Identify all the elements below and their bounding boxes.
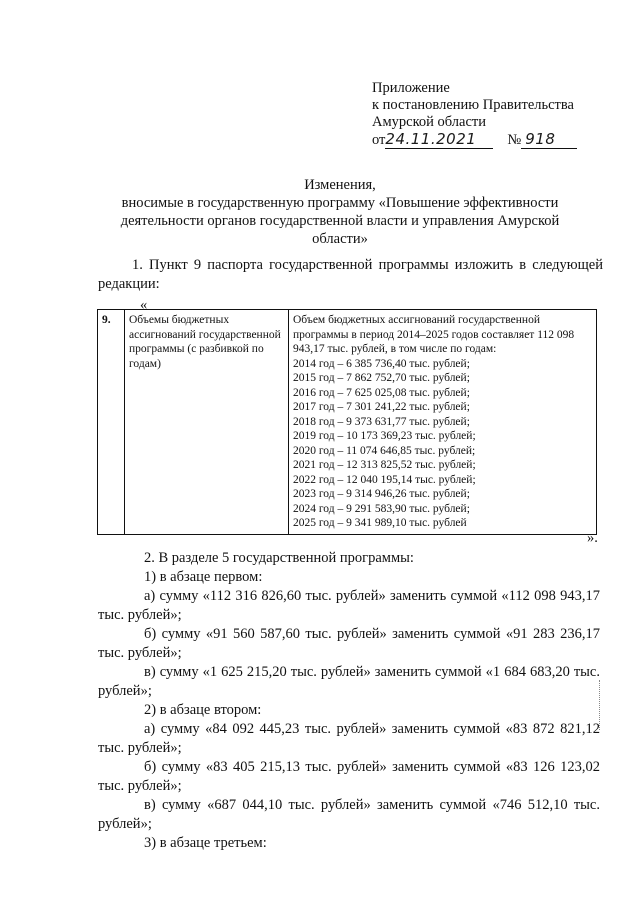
paragraph-1 <box>98 256 603 294</box>
passport-table <box>97 309 597 535</box>
quote-close: ». <box>587 530 598 546</box>
amendment-2a-line-2: тыс. рублей»; <box>98 740 182 756</box>
amendment-a-line-2: тыс. рублей»; <box>98 607 182 623</box>
title-line-2: вносимые в государственную программу «Повышение эффективности <box>121 195 559 211</box>
budget-year-2024: 2024 год – 9 291 583,90 тыс. рублей; <box>293 502 470 515</box>
number-sign: № <box>507 132 522 148</box>
appendix-resolution: к постановлению Правительства <box>372 97 574 113</box>
paragraph-second-heading: 2) в абзаце втором: <box>144 702 262 718</box>
amendment-c-line-1: в) сумму «1 625 215,20 тыс. рублей» заменить суммой «1 684 683,20 тыс. <box>144 664 600 680</box>
appendix-title: Приложение <box>372 80 450 96</box>
document-title <box>90 176 590 248</box>
budget-year-2021: 2021 год – 12 313 825,52 тыс. рублей; <box>293 459 476 471</box>
title-line-1: Изменения, <box>304 177 376 193</box>
title-line-3: деятельности органов государственной власти и управления Амурской <box>120 213 560 229</box>
budget-year-2020: 2020 год – 11 074 646,85 тыс. рублей; <box>293 444 476 457</box>
amendment-a-line-1: а) сумму «112 316 826,60 тыс. рублей» заменить суммой «112 098 943,17 <box>144 588 600 604</box>
amendment-2b-line-1: б) сумму «83 405 215,13 тыс. рублей» заменить суммой «83 126 123,02 <box>144 759 600 775</box>
amendment-2c-line-2: рублей»; <box>98 816 152 832</box>
from-prefix: от <box>372 132 386 148</box>
budget-year-2017: 2017 год – 7 301 241,22 тыс. рублей; <box>293 401 470 413</box>
paragraph-1-line-2: редакции: <box>98 276 160 292</box>
budget-years-list <box>293 357 592 531</box>
row-value <box>289 310 597 535</box>
amendment-2a-line-1: а) сумму «84 092 445,23 тыс. рублей» заменить суммой «83 872 821,12 <box>144 721 600 737</box>
budget-year-2018: 2018 год – 9 373 631,77 тыс. рублей; <box>293 415 470 428</box>
paragraph-first-heading: 1) в абзаце первом: <box>144 569 263 585</box>
table-row <box>98 310 597 535</box>
amendment-2c-line-1: в) сумму «687 044,10 тыс. рублей» заменить суммой «746 512,10 тыс. <box>144 797 600 813</box>
budget-intro: Объем бюджетных ассигнований государственной программы в период 2014–2025 годов составляет 112 098 943,17 тыс. рублей, в том числе по годам: <box>293 314 575 355</box>
budget-year-2014: 2014 год – 6 385 736,40 тыс. рублей; <box>293 357 470 370</box>
amendment-b-line-2: тыс. рублей»; <box>98 645 182 661</box>
appendix-header <box>372 80 577 149</box>
amendment-2b-line-2: тыс. рублей»; <box>98 778 182 794</box>
budget-year-2025: 2025 год – 9 341 989,10 тыс. рублей <box>293 517 467 529</box>
paragraph-1-line-1: 1. Пункт 9 паспорта государственной программы изложить в следующей <box>132 257 603 273</box>
budget-year-2023: 2023 год – 9 314 946,26 тыс. рублей; <box>293 488 470 500</box>
row-label: Объемы бюджетных ассигнований государственной программы (с разбивкой по годам) <box>125 310 289 535</box>
amendments-section <box>98 549 600 853</box>
amendment-b-line-1: б) сумму «91 560 587,60 тыс. рублей» заменить суммой «91 283 236,17 <box>144 626 600 642</box>
handwritten-number: 918 <box>521 131 577 149</box>
paragraph-third-heading: 3) в абзаце третьем: <box>144 835 267 851</box>
appendix-date-number <box>372 131 577 149</box>
section-5-heading: 2. В разделе 5 государственной программы: <box>144 550 414 566</box>
budget-year-2022: 2022 год – 12 040 195,14 тыс. рублей; <box>293 473 476 486</box>
budget-year-2019: 2019 год – 10 173 369,23 тыс. рублей; <box>293 430 476 442</box>
handwritten-date: 24.11.2021 <box>385 131 493 149</box>
amendment-c-line-2: рублей»; <box>98 683 152 699</box>
title-line-4: области» <box>312 231 368 247</box>
appendix-region: Амурской области <box>372 114 486 130</box>
row-number: 9. <box>98 310 125 535</box>
budget-year-2016: 2016 год – 7 625 025,08 тыс. рублей; <box>293 386 470 399</box>
quote-open: « <box>140 297 148 313</box>
budget-year-2015: 2015 год – 7 862 752,70 тыс. рублей; <box>293 372 470 384</box>
scan-edge-mark <box>599 680 602 730</box>
